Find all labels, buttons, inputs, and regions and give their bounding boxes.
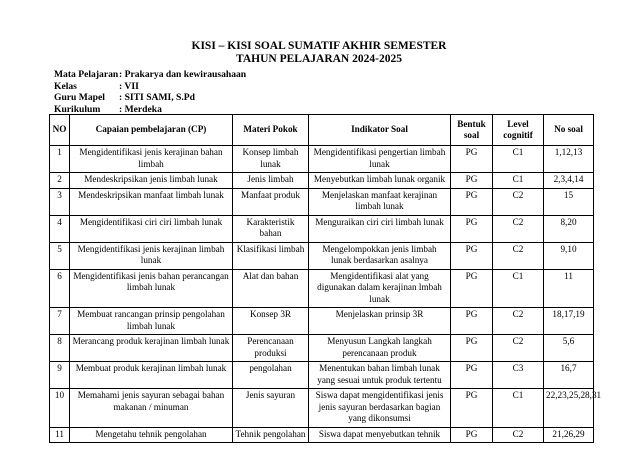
cell-materi-pokok: Jenis sayuran [233, 389, 309, 428]
cell-materi-pokok: Manfaat produk [233, 188, 309, 215]
header-no: NO [50, 115, 70, 146]
cell-cp: Mengidentifikasi jenis kerajinan limbah lunak [70, 242, 233, 269]
cell-indikator-soal: Menjelaskan manfaat kerajinan limbah lunak [309, 188, 451, 215]
cell-indikator-soal: Mengelompokkan jenis limbah lunak berdasarkan asalnya [309, 242, 451, 269]
info-label: Mata Pelajaran [54, 69, 119, 80]
cell-indikator-soal: Menyusun Langkah langkah perencanaan produk [309, 335, 451, 362]
cell-no-soal: 21,26,29 [544, 427, 594, 443]
cell-no-soal: 1,12,13 [544, 146, 594, 173]
table-row [50, 308, 594, 335]
cell-level-cognitif: C1 [493, 146, 544, 173]
cell-no: 2 [50, 173, 70, 189]
cell-bentuk-soal: PG [451, 242, 493, 269]
cell-bentuk-soal: PG [451, 335, 493, 362]
table-row [50, 335, 594, 362]
cell-indikator-soal: Menentukan bahan limbah lunak yang sesuai untuk produk tertentu [309, 362, 451, 389]
cell-no: 5 [50, 242, 70, 269]
cell-no: 10 [50, 389, 70, 428]
cell-no-soal: 16,7 [544, 362, 594, 389]
document-subtitle: TAHUN PELAJARAN 2024-2025 [236, 53, 402, 65]
cell-no-soal: 22,23,25,28,31 [544, 389, 594, 428]
info-row [54, 81, 246, 93]
table-row [50, 427, 594, 443]
info-row [54, 69, 246, 81]
cell-materi-pokok: Perencanaan produksi [233, 335, 309, 362]
cell-materi-pokok: Jenis limbah [233, 173, 309, 189]
cell-cp: Memahami jenis sayuran sebagai bahan makanan / minuman [70, 389, 233, 428]
cell-level-cognitif: C2 [493, 335, 544, 362]
cell-materi-pokok: Konsep limbah lunak [233, 146, 309, 173]
document-title: KISI – KISI SOAL SUMATIF AKHIR SEMESTER [191, 40, 447, 52]
cell-materi-pokok: pengolahan [233, 362, 309, 389]
cell-level-cognitif: C1 [493, 173, 544, 189]
info-block [54, 69, 246, 115]
cell-level-cognitif: C2 [493, 427, 544, 443]
cell-no: 7 [50, 308, 70, 335]
cell-no: 9 [50, 362, 70, 389]
info-value: : Merdeka [119, 103, 162, 115]
cell-indikator-soal: Menjelaskan prinsip 3R [309, 308, 451, 335]
cell-no-soal: 11 [544, 269, 594, 308]
cell-no: 8 [50, 335, 70, 362]
info-value: : SITI SAMI, S.Pd [119, 92, 195, 103]
cell-no: 11 [50, 427, 70, 443]
cell-level-cognitif: C2 [493, 215, 544, 242]
cell-materi-pokok: Klasifikasi limbah [233, 242, 309, 269]
header-level-cognitif: Level cognitif [493, 115, 544, 146]
header-bentuk-soal: Bentuk soal [451, 115, 493, 146]
cell-no: 3 [50, 188, 70, 215]
cell-cp: Mengidentifikasi jenis bahan perancangan limbah lunak [70, 269, 233, 308]
cell-indikator-soal: Menyebutkan limbah lunak organik [309, 173, 451, 189]
header-materi-pokok: Materi Pokok [233, 115, 309, 146]
cell-indikator-soal: Mengidentifikasi pengertian limbah lunak [309, 146, 451, 173]
info-label: Guru Mapel [54, 92, 105, 103]
cell-no-soal: 2,3,4,14 [544, 173, 594, 189]
table-row [50, 188, 594, 215]
info-row [54, 92, 246, 104]
info-value: : Prakarya dan kewirausahaan [119, 69, 247, 80]
cell-level-cognitif: C2 [493, 308, 544, 335]
cell-cp: Membuat rancangan prinsip pengolahan limbah lunak [70, 308, 233, 335]
cell-no-soal: 18,17,19 [544, 308, 594, 335]
cell-materi-pokok: Konsep 3R [233, 308, 309, 335]
cell-bentuk-soal: PG [451, 188, 493, 215]
cell-bentuk-soal: PG [451, 215, 493, 242]
cell-level-cognitif: C2 [493, 188, 544, 215]
cell-cp: Mengetahu tehnik pengolahan [70, 427, 233, 443]
cell-cp: Membuat produk kerajinan limbah lunak [70, 362, 233, 389]
info-label: Kurikulum [54, 103, 101, 115]
cell-indikator-soal: Mengidentifikasi alat yang digunakan dalam kerajinan lmbah lunak [309, 269, 451, 308]
cell-level-cognitif: C2 [493, 242, 544, 269]
cell-no-soal: 15 [544, 188, 594, 215]
cell-materi-pokok: Tehnik pengolahan [233, 427, 309, 443]
cell-materi-pokok: Alat dan bahan [233, 269, 309, 308]
table-row [50, 173, 594, 189]
cell-bentuk-soal: PG [451, 389, 493, 428]
cell-no-soal: 8,20 [544, 215, 594, 242]
cell-indikator-soal: Menguraikan ciri ciri limbah lunak [309, 215, 451, 242]
table-row [50, 215, 594, 242]
table-header-row [50, 115, 594, 146]
table-row [50, 146, 594, 173]
cell-bentuk-soal: PG [451, 173, 493, 189]
header-indikator-soal: Indikator Soal [309, 115, 451, 146]
cell-indikator-soal: Siswa dapat mengidentifikasi jenis jenis sayuran berdasarkan bagian yang dikonsumsi [309, 389, 451, 428]
cell-no-soal: 9,10 [544, 242, 594, 269]
cell-level-cognitif: C1 [493, 389, 544, 428]
cell-level-cognitif: C1 [493, 269, 544, 308]
cell-materi-pokok: Karakteristik bahan [233, 215, 309, 242]
cell-no: 1 [50, 146, 70, 173]
cell-cp: Mengidentifikasi ciri ciri limbah lunak [70, 215, 233, 242]
cell-cp: Mendeskripsikan manfaat limbah lunak [70, 188, 233, 215]
table-row [50, 362, 594, 389]
cell-bentuk-soal: PG [451, 427, 493, 443]
cell-cp: Mengidentifikasi jenis kerajinan bahan limbah [70, 146, 233, 173]
cell-bentuk-soal: PG [451, 146, 493, 173]
kisi-kisi-table [49, 114, 602, 443]
info-label: Kelas [54, 80, 77, 92]
cell-bentuk-soal: PG [451, 269, 493, 308]
cell-bentuk-soal: PG [451, 362, 493, 389]
cell-indikator-soal: Siswa dapat menyebutkan tehnik [309, 427, 451, 443]
table-row [50, 389, 594, 428]
cell-no: 4 [50, 215, 70, 242]
table-body [50, 146, 602, 443]
header-no-soal: No soal [544, 115, 594, 146]
cell-level-cognitif: C3 [493, 362, 544, 389]
cell-no-soal: 5,6 [544, 335, 594, 362]
table-row [50, 242, 594, 269]
cell-bentuk-soal: PG [451, 308, 493, 335]
header-cp: Capaian pembelajaran (CP) [70, 115, 233, 146]
info-value: : VII [119, 80, 139, 92]
cell-cp: Merancang produk kerajinan limbah lunak [70, 335, 233, 362]
cell-cp: Mendeskripsikan jenis limbah lunak [70, 173, 233, 189]
table-row [50, 269, 594, 308]
cell-no: 6 [50, 269, 70, 308]
